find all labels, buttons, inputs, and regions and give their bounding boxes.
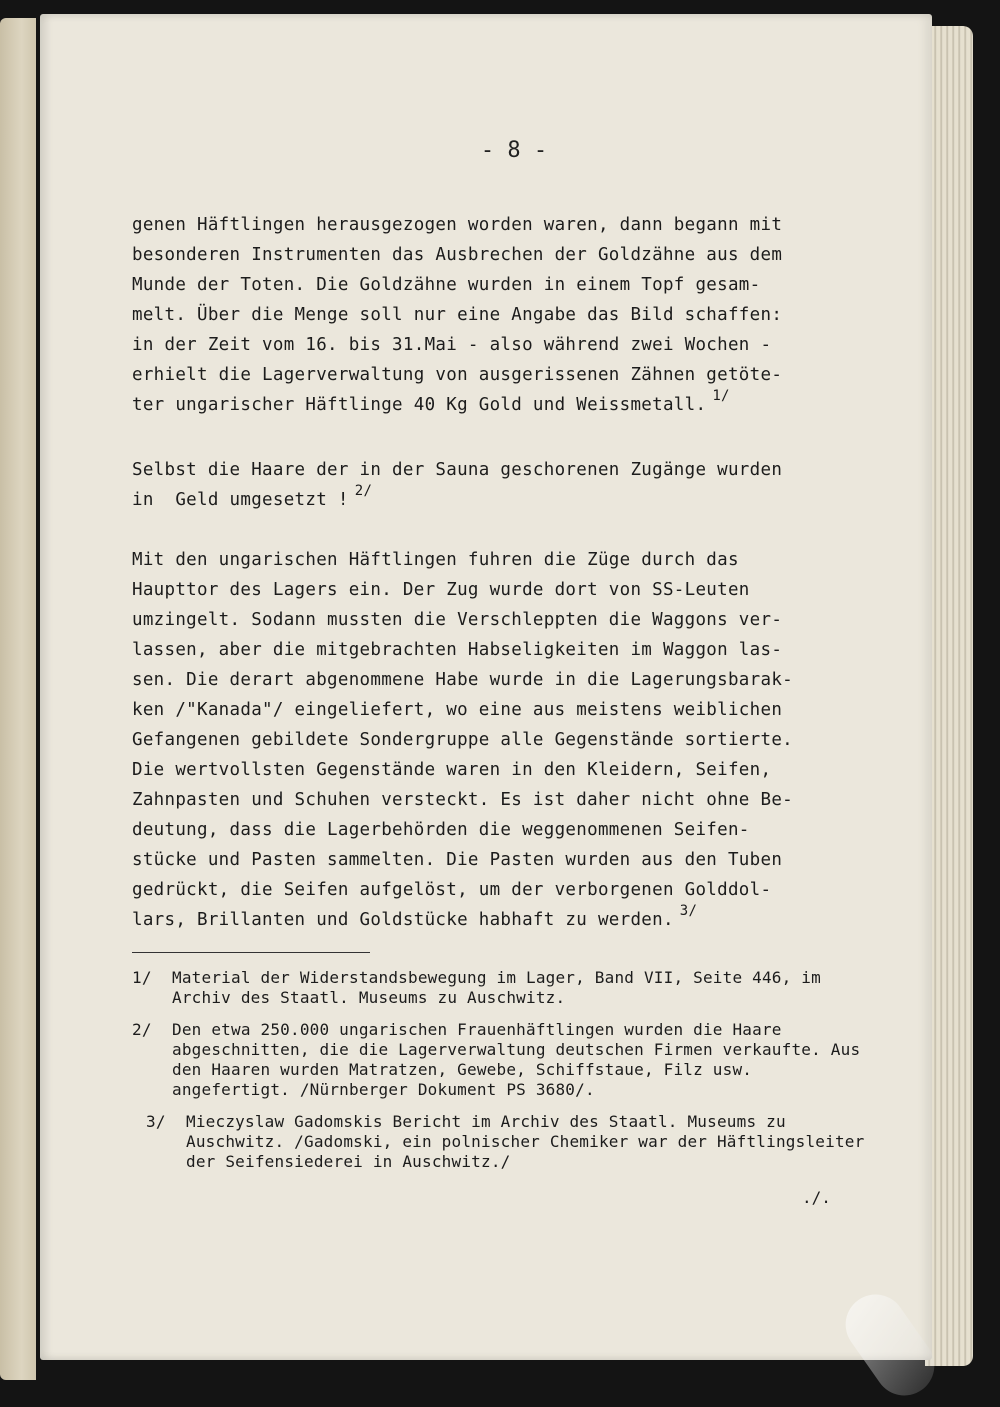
footnote-ref-2: 2/ <box>354 483 373 499</box>
footnote-text: Mieczyslaw Gadomskis Bericht im Archiv des Staatl. Museums zu Auschwitz. /Gadomski, ein polnischer Chemiker war der Häftlingsleiter der Seifensiederei in Auschwitz./ <box>186 1112 865 1171</box>
paragraph-1 <box>132 210 862 420</box>
footnote-ref-3: 3/ <box>679 903 698 919</box>
text-line: umzingelt. Sodann mussten die Verschleppten die Waggons ver- <box>132 610 783 630</box>
text-line: erhielt die Lagerverwaltung von ausgerissenen Zähnen getöte- <box>132 365 783 385</box>
text-line: sen. Die derart abgenommene Habe wurde in die Lagerungsbarak- <box>132 670 793 690</box>
footnote-text: Material der Widerstandsbewegung im Lager, Band VII, Seite 446, im Archiv des Staatl. Museums zu Auschwitz. <box>172 968 821 1007</box>
text-line-content: ter ungarischer Häftlinge 40 Kg Gold und Weissmetall. <box>132 395 707 415</box>
paragraph-3 <box>132 545 862 935</box>
text-line <box>132 390 862 420</box>
footnote-mark: 2/ <box>132 1020 152 1039</box>
text-line: Munde der Toten. Die Goldzähne wurden in einem Topf gesam- <box>132 275 761 295</box>
text-line: besonderen Instrumenten das Ausbrechen der Goldzähne aus dem <box>132 245 783 265</box>
facing-page-edge <box>0 18 36 1380</box>
footnote-mark: 1/ <box>132 968 152 987</box>
text-line: Haupttor des Lagers ein. Der Zug wurde dort von SS-Leuten <box>132 580 750 600</box>
text-line: Zahnpasten und Schuhen versteckt. Es ist daher nicht ohne Be- <box>132 790 793 810</box>
text-line-content: in Geld umgesetzt ! <box>132 490 349 510</box>
text-line: Mit den ungarischen Häftlingen fuhren die Züge durch das <box>132 550 739 570</box>
page-number: - 8 - <box>480 138 548 163</box>
text-line: deutung, dass die Lagerbehörden die weggenommenen Seifen- <box>132 820 750 840</box>
text-line: melt. Über die Menge soll nur eine Angabe das Bild schaffen: <box>132 305 783 325</box>
footnote-2 <box>132 1020 872 1100</box>
text-line: ken /"Kanada"/ eingeliefert, wo eine aus meistens weiblichen <box>132 700 783 720</box>
footnotes <box>132 968 872 1184</box>
text-line: lassen, aber die mitgebrachten Habseligkeiten im Waggon las- <box>132 640 783 660</box>
footnote-1 <box>132 968 872 1008</box>
footnote-divider <box>132 952 370 953</box>
text-line: in der Zeit vom 16. bis 31.Mai - also während zwei Wochen - <box>132 335 772 355</box>
text-line: Gefangenen gebildete Sondergruppe alle Gegenstände sortierte. <box>132 730 793 750</box>
text-line <box>132 485 862 515</box>
text-line: Selbst die Haare der in der Sauna geschorenen Zugänge wurden <box>132 460 783 480</box>
footnote-ref-1: 1/ <box>712 388 730 404</box>
footnote-text: Den etwa 250.000 ungarischen Frauenhäftlingen wurden die Haare abgeschnitten, die die Lagerverwaltung deutschen Firmen verkaufte. Aus den Haaren wurden Matratzen, Gewebe, Schiffstaue, Filz usw. angefertigt. /Nürnberger Dokument PS 3680/. <box>172 1020 861 1099</box>
text-line: stücke und Pasten sammelten. Die Pasten wurden aus den Tuben <box>132 850 783 870</box>
text-line-content: lars, Brillanten und Goldstücke habhaft zu werden. <box>132 910 674 930</box>
text-line: Die wertvollsten Gegenstände waren in den Kleidern, Seifen, <box>132 760 772 780</box>
text-line <box>132 905 862 935</box>
footnote-3 <box>146 1112 872 1172</box>
footnote-mark: 3/ <box>146 1112 166 1131</box>
continuation-mark: ./. <box>802 1188 831 1207</box>
text-line: genen Häftlingen herausgezogen worden waren, dann begann mit <box>132 215 783 235</box>
text-line: gedrückt, die Seifen aufgelöst, um der verborgenen Golddol- <box>132 880 772 900</box>
paragraph-2 <box>132 455 862 515</box>
stacked-page-edges <box>925 26 973 1366</box>
